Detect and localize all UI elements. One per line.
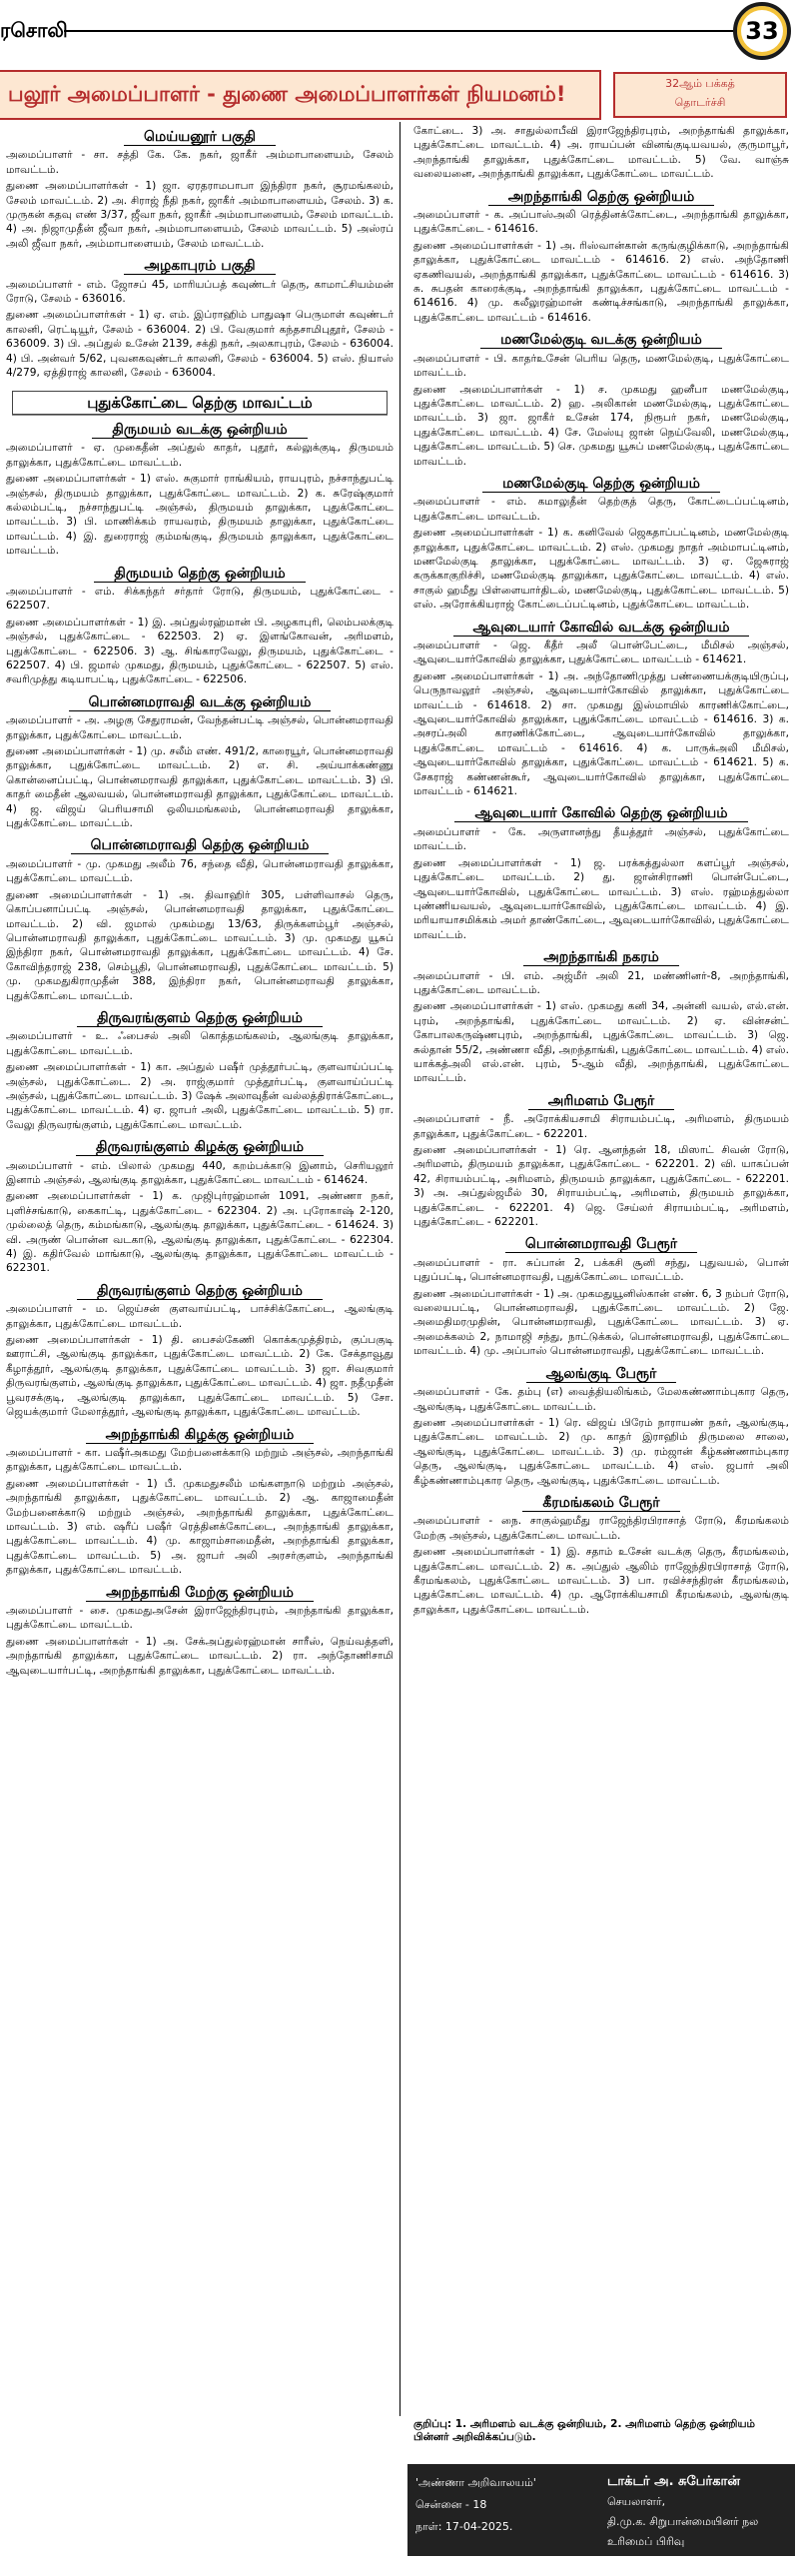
paragraph: அமைப்பாளர் - ஏ. முகைதீன் அப்துல் காதர், புதூர், கல்லுக்குடி, திருமயம் தாலுக்கா, புதுக்கோட்டை மாவட்டம். <box>6 442 394 469</box>
section <box>407 477 795 613</box>
paragraph: துணை அமைப்பாளர்கள் - 1) ஏ. எம். இப்ராஹிம் பாதுஷா பெருமாள் கவுண்டர் காலனி, ரெட்டியூர், சேலம் - 636004. 2) பி. வேகுமார் கந்தசாமிபுதூர், சேலம் - 636009. 3) பி. அப்துல் உசேன் 2139, சக்தி நகர், அலகாபுரம், சேலம் - 636004. 4) பி. அன்வர் 5/62, புவனகவுண்டர் காலனி, சேலம் - 636004. 5) எஸ். நியாஸ் 4/279, ஏத்திராஜ் காலனி, சேலம் - 636004. <box>6 309 394 380</box>
continued-paragraph: கோட்டை. 3) அ. சாதுல்லாபீவி இராஜேந்திரபுரம், அறந்தாங்கி தாலுக்கா, புதுக்கோட்டை மாவட்டம். 4) அ. ராயப்பன் வினங்குடியவயல், குருமாபூர், அறந்தாங்கி தாலுக்கா, புதுக்கோட்டை மாவட்டம். 5) வே. வாஞ்சு வலையனை, அறந்தாங்கி தாலுக்கா, புதுக்கோட்டை மாவட்டம். <box>413 125 789 181</box>
paragraph: துணை அமைப்பாளர்கள் - 1) இ. அப்துல்ரஹ்மான் பி. அழகாபுரி, லெம்பலக்குடி அஞ்சல், புதுக்கோட்டை - 622503. 2) ஏ. இளங்கோவன், அரிமளம், புதுக்கோட்டை - 622506. 3) ஆ. சிங்காரவேலு, திருமயம், புதுக்கோட்டை - 622507. 4) பி. ஜமால் முகமது, திருமயம், புதுக்கோட்டை - 622507. 5) எஸ். சவரிமுத்து கடியாபட்டி, புதுக்கோட்டை - 622506. <box>6 616 394 686</box>
paragraph: துணை அமைப்பாளர்கள் - 1) பீ. முகமதுசலீம் மங்களநாடு மற்றும் அஞ்சல், அறந்தாங்கி தாலுக்கா, புதுக்கோட்டை மாவட்டம். 2) ஆ. காஜாமைதீன் மேற்பனைக்காடு மற்றும் அஞ்சல், அறந்தாங்கி தாலுக்கா, புதுக்கோட்டை மாவட்டம். 3) எம். ஷரீப் பஷீர் ரெத்தினக்கோட்டை, அறந்தாங்கி தாலுக்கா, புதுக்கோட்டை மாவட்டம். 4) மு. காஜாம்சாமைதீன், அறந்தாங்கி தாலுக்கா, புதுக்கோட்டை மாவட்டம். 5) அ. ஜாபர் அலி அரசர்குளம், அறந்தாங்கி தாலுக்கா, புதுக்கோட்டை மாவட்டம். <box>6 1477 394 1577</box>
section <box>0 1428 400 1578</box>
paragraph: துணை அமைப்பாளர்கள் - 1) தி. பைசல்கேணி கொக்கமுத்திரம், குப்பகுடி ஊராட்சி, ஆலங்குடி தாலுக்கா, புதுக்கோட்டை மாவட்டம். 2) கே. சேக்தாவூது கீழாத்தூர், ஆலங்குடி தாலுக்கா, புதுக்கோட்டை மாவட்டம். 3) ஜா. சிவகுமார் திருவரங்குளம், ஆலங்குடி தாலுக்கா, புதுக்கோட்டை மாவட்டம். 4) ஜா. நதீமுதீன் பூவரசக்குடி, ஆலங்குடி தாலுக்கா, புதுக்கோட்டை மாவட்டம். 5) சோ. ஜெயக்குமார் மேலாத்தூர், ஆலங்குடி தாலுக்கா, புதுக்கோட்டை மாவட்டம். <box>6 1334 394 1419</box>
paragraph: அமைப்பாளர் - சை. முகமதுஅசேன் இராஜேந்திரபுரம், அறந்தாங்கி தாலுக்கா, புதுக்கோட்டை மாவட்டம். <box>6 1604 394 1632</box>
section <box>0 259 400 380</box>
paragraph: துணை அமைப்பாளர்கள் - 1) க. கனிவேல் ஜெகதாப்பட்டினம், மணமேல்குடி தாலுக்கா, புதுக்கோட்டை மாவட்டம். 2) எஸ். முகமது நாதர் அம்மாபட்டினம், மணமேல்குடி தாலுக்கா, புதுக்கோட்டை மாவட்டம். 3) ஏ. ஜேசுராஜ் கருக்காகுறிச்சி, மணமேல்குடி தாலுக்கா, புதுக்கோட்டை மாவட்டம். 4) எஸ். சாகுல் ஹமீது பிள்ளையார்திடல், மணமேல்குடி, புதுக்கோட்டை மாவட்டம். 5) எஸ். அரோக்கியராஜ் கோட்டைப்பட்டினம், புதுக்கோட்டை மாவட்டம். <box>413 527 789 612</box>
signature-box <box>407 2464 795 2556</box>
paragraph: அமைப்பாளர் - கா. பஷீர்அகமது மேற்பனைக்காடு மற்றும் அஞ்சல், அறந்தாங்கி தாலுக்கா, புதுக்கோட்டை மாவட்டம். <box>6 1446 394 1474</box>
paragraph: அமைப்பாளர் - மு. முகமது அலீம் 76, சந்தை வீதி, பொன்னமராவதி தாலுக்கா, புதுக்கோட்டை மாவட்டம். <box>6 857 394 885</box>
paragraph: அமைப்பாளர் - ம. ஜெய்சன் குளவாய்பட்டி, பாச்சிக்கோட்டை, ஆலங்குடி தாலுக்கா, புதுக்கோட்டை மாவட்டம். <box>6 1303 394 1330</box>
paragraph: அமைப்பாளர் - எம். ஜோசப் 45, மாரியப்பத் கவுண்டர் தெரு, காமாட்சியம்மன் ரோடு, சேலம் - 636016. <box>6 278 394 306</box>
signatory-role: செயலாளர், <box>607 2495 666 2508</box>
section <box>0 695 400 831</box>
sign-left <box>415 2472 536 2538</box>
section-title: அறந்தாங்கி மேற்கு ஒன்றியம் <box>86 1585 314 1602</box>
section <box>0 1284 400 1420</box>
paragraph: துணை அமைப்பாளர்கள் - 1) எஸ். முகமது கனி 34, அன்னி வயல், எல்.என். புரம், அறந்தாங்கி, புதுக்கோட்டை மாவட்டம். 2) ஏ. வின்சன்ட் கோபாலகருஷ்ணபுரம், அறந்தாங்கி, புதுக்கோட்டை மாவட்டம். 3) ஜெ. சுல்தான் 55/2, அண்ணா வீதி, அறந்தாங்கி, புதுக்கோட்டை மாவட்டம். 4) எஸ். யாக்கத்அலி எல்.என். புரம், 5-ஆம் வீதி, அறந்தாங்கி, புதுக்கோட்டை மாவட்டம். <box>413 1000 789 1085</box>
section-title: அறந்தாங்கி தெற்கு ஒன்றியம் <box>488 189 715 206</box>
paragraph: துணை அமைப்பாளர்கள் - 1) ரெ. விஜய் பிரேம் நாராயண் நகர், ஆலங்குடி, புதுக்கோட்டை மாவட்டம். 2) மு. காதர் இராஹிம் திருமலை சாலை, ஆலங்குடி, புதுக்கோட்டை மாவட்டம். 3) மு. ரம்ஜான் கீழ்கண்ணாம்புகார தெரு, ஆலங்குடி, புதுக்கோட்டை மாவட்டம். 4) எஸ். ஜபார் அலி கீழ்கண்ணாம்புகார தெரு, ஆலங்குடி, புதுக்கோட்டை மாவட்டம். <box>413 1416 789 1487</box>
section <box>0 130 400 251</box>
paragraph: அமைப்பாளர் - கே. அருளானந்து தீயத்தூர் அஞ்சல், புதுக்கோட்டை மாவட்டம். <box>413 825 789 853</box>
paragraph: அமைப்பாளர் - எம். சிக்கந்தர் சர்தார் ரோடு, திருமயம், புதுக்கோட்டை - 622507. <box>6 585 394 613</box>
paragraph: துணை அமைப்பாளர்கள் - 1) மு. சலீம் எண். 491/2, காரையூர், பொன்னமராவதி தாலுக்கா, புதுக்கோட்டை மாவட்டம். 2) எ. சி. அய்யாக்கண்ணு கொன்னைப்பட்டி, பொன்னமராவதி தாலுக்கா, புதுக்கோட்டை மாவட்டம். 3) பி. காதர் மைதீன் ஆலவயல், பொன்னமராவதி தாலுக்கா, புதுக்கோட்டை மாவட்டம். 4) ஜ. விஜய் பெரியசாமி ஒலியமங்கலம், பொன்னமராவதி தாலுக்கா, புதுக்கோட்டை மாவட்டம். <box>6 745 394 830</box>
header-rule <box>64 30 735 32</box>
section <box>0 838 400 1002</box>
paragraph: அமைப்பாளர் - பி. எம். அஜ்மீர் அலி 21, மண்ணினர்-8, அறந்தாங்கி, புதுக்கோட்டை மாவட்டம். <box>413 969 789 996</box>
continued-line1: 32ஆம் பக்கத் <box>665 77 735 90</box>
section-title: திருவரங்குளம் தெற்கு ஒன்றியம் <box>77 1010 323 1027</box>
section-title: ஆவுடையார் கோவில் வடக்கு ஒன்றியம் <box>453 620 750 637</box>
section-title: திருமயம் தெற்கு ஒன்றியம் <box>94 566 305 583</box>
section <box>407 621 795 799</box>
section <box>407 1367 795 1488</box>
paragraph: அமைப்பாளர் - நை. சாகுல்ஹமீது ராஜேந்திரபிராசாத் ரோடு, கீரமங்கலம் மேற்கு அஞ்சல், புதுக்கோட்டை மாவட்டம். <box>413 1515 789 1542</box>
section-title: பொன்னமராவதி வடக்கு ஒன்றியம் <box>69 694 332 711</box>
paragraph: துணை அமைப்பாளர்கள் - 1) அ. ரிஸ்வான்கான் கருங்குழிக்காடு, அறந்தாங்கி தாலுக்கா, புதுக்கோட்டை மாவட்டம் - 614616. 2) எஸ். அந்தோணி ஏகணிவயல், அறந்தாங்கி தாலுக்கா, புதுக்கோட்டை மாவட்டம் - 614616. 3) சு. சுபதன் காரைக்குடி, அறந்தாங்கி தாலுக்கா, புதுக்கோட்டை மாவட்டம் - 614616. 4) மு. கலீலுரஹ்மான் கண்டிச்சங்காடு, அறந்தாங்கி தாலுக்கா, புதுக்கோட்டை மாவட்டம் - 614616. <box>413 239 789 324</box>
paragraph: துணை அமைப்பாளர்கள் - 1) எஸ். சுகுமார் ராங்கியம், ராயபுரம், நச்சாந்துபட்டி அஞ்சல், திருமயம் தாலுக்கா, புதுக்கோட்டை மாவட்டம். 2) க. சுரேஷ்குமார் கல்லம்பட்டி, நச்சாந்துபட்டி அஞ்சல், திருமயம் தாலுக்கா, புதுக்கோட்டை மாவட்டம். 3) பி. மாணிக்கம் ராயவரம், திருமயம் தாலுக்கா, புதுக்கோட்டை மாவட்டம். 4) இ. துரைராஜ் கும்மங்குடி, திருமயம் தாலுக்கா, புதுக்கோட்டை மாவட்டம். <box>6 473 394 558</box>
section <box>0 567 400 687</box>
section-title: மணமேல்குடி வடக்கு ஒன்றியம் <box>480 332 722 349</box>
section <box>407 806 795 942</box>
section <box>407 1094 795 1230</box>
paragraph: துணை அமைப்பாளர்கள் - 1) அ. சேக்அப்துல்ரஹ்மான் சாரீஸ், நெய்வத்தளி, அறந்தாங்கி தாலுக்கா, புதுக்கோட்டை மாவட்டம். 2) ரா. அந்தோணிசாமி ஆவுடையார்பட்டி, அறந்தாங்கி தாலுக்கா, புதுக்கோட்டை மாவட்டம். <box>6 1635 394 1677</box>
section <box>407 1496 795 1617</box>
paragraph: அமைப்பாளர் - எம். பிலால் முகமது 440, கறம்பக்காடு இனாம், செரியலூர் இனாம் அஞ்சல், ஆலங்குடி தாலுக்கா, புதுக்கோட்டை மாவட்டம் - 614624. <box>6 1159 394 1186</box>
section-title: கீரமங்கலம் பேரூர் <box>522 1495 679 1512</box>
section <box>407 333 795 469</box>
section-title: அழகாபுரம் பகுதி <box>124 258 275 275</box>
signatory-name: டாக்டர் அ. சுபேர்கான் <box>607 2474 740 2489</box>
section-title: அறந்தாங்கி நகரம் <box>523 949 679 966</box>
sign-right <box>607 2472 795 2552</box>
city: சென்னை - 18 <box>415 2498 487 2511</box>
paragraph: அமைப்பாளர் - நீ. அரோக்கியசாமி சிராயம்பட்டி, அரிமளம், திருமயம் தாலுக்கா, புதுக்கோட்டை - 622201. <box>413 1113 789 1140</box>
paragraph: அமைப்பாளர் - ஜெ. கீதீர் அலீ பொன்பேட்டை, மீமிசல் அஞ்சல், ஆவுடையார்கோவில் தாலுக்கா, புதுக்கோட்டை மாவட்டம் - 614621. <box>413 640 789 666</box>
section-title: அறந்தாங்கி கிழக்கு ஒன்றியம் <box>86 1427 315 1444</box>
section <box>0 423 400 559</box>
left-column <box>0 122 400 2416</box>
page-number: 33 <box>733 2 791 60</box>
paragraph: அமைப்பாளர் - பி. காதர்உசேன் பெரிய தெரு, மணமேல்குடி, புதுக்கோட்டை மாவட்டம். <box>413 352 789 380</box>
paragraph: அமைப்பாளர் - உ. ஃபைசல் அலி கொத்தமங்கலம், ஆலங்குடி தாலுக்கா, புதுக்கோட்டை மாவட்டம். <box>6 1030 394 1057</box>
paragraph: துணை அமைப்பாளர்கள் - 1) அ. முகமதுயூனிஸ்கான் எண். 6, 3 நம்பர் ரோடு, வலையபட்டி, பொன்னமராவதி, புதுக்கோட்டை மாவட்டம். 2) ஜே. அமைதிமரமுதின், பொன்னமராவதி, புதுக்கோட்டை மாவட்டம். 3) ஏ. அமைக்கலம் 2, நாமாஜி சந்து, நாட்டுக்கல், பொன்னமராவதி, புதுக்கோட்டை மாவட்டம். 4) மு. அப்பாஸ் பொன்னமராவதி, புதுக்கோட்டை மாவட்டம். <box>413 1287 789 1358</box>
office-name: 'அண்ணா அறிவாலயம்' <box>415 2476 536 2489</box>
section <box>0 1011 400 1132</box>
paragraph: துணை அமைப்பாளர்கள் - 1) ரெ. ஆனந்தன் 18, மிஸாட் சிவன் ரோடு, அரிமளம், திருமயம் தாலுக்கா, புதுக்கோட்டை - 622201. 2) வி. யாகப்பன் 42, சிராயம்பட்டி, அரிமளம், திருமயம் தாலுக்கா, புதுக்கோட்டை - 622201. 3) அ. அப்துல்ஜமீல் 30, சிராயம்பட்டி, அரிமளம், திருமயம் தாலுக்கா, புதுக்கோட்டை - 622201. 4) ஜெ. சேய்லர் சிராயம்பட்டி, அரிமளம், புதுக்கோட்டை - 622201. <box>413 1144 789 1229</box>
headline-banner <box>0 70 601 120</box>
section <box>407 190 795 326</box>
date: நாள்: 17-04-2025. <box>415 2520 513 2533</box>
section-title: திருவரங்குளம் தெற்கு ஒன்றியம் <box>77 1283 323 1300</box>
section <box>407 950 795 1086</box>
section-title: திருமயம் வடக்கு ஒன்றியம் <box>92 422 307 439</box>
paragraph: துணை அமைப்பாளர்கள் - 1) ஜ. பரக்கத்துல்லா களப்பூர் அஞ்சல், புதுக்கோட்டை மாவட்டம். 2) து. ஜான்சிராணி பொன்பேட்டை, ஆவுடையார்கோவில், புதுக்கோட்டை மாவட்டம். 3) எஸ். ரஹ்மத்துல்லா புண்ணியவயல், ஆவுடையார்கோவில், புதுக்கோட்டை மாவட்டம். 4) இ. மரியாயாசமிக்கம் அமர் தாண்கோட்டை, ஆவுடையார்கோவில், புதுக்கோட்டை மாவட்டம். <box>413 856 789 941</box>
headline: பலூர் அமைப்பாளர் - துணை அமைப்பாளர்கள் நியமனம்! <box>8 81 566 106</box>
footer <box>407 2416 795 2566</box>
section-title: ஆவுடையார் கோவில் தெற்கு ஒன்றியம் <box>454 805 747 822</box>
paragraph: அமைப்பாளர் - சா. சத்தி கே. கே. நகர், ஜாகீர் அம்மாபாளையம், சேலம் மாவட்டம். <box>6 149 394 176</box>
section <box>0 1586 400 1678</box>
district-title: புதுக்கோட்டை தெற்கு மாவட்டம் <box>12 391 388 415</box>
paragraph: அமைப்பாளர் - அ. அழகு சேதுராமன், வேந்தன்பட்டி அஞ்சல், பொன்னமராவதி தாலுக்கா, புதுக்கோட்டை மாவட்டம். <box>6 714 394 741</box>
right-column <box>407 122 795 2416</box>
section-title: திருவரங்குளம் கிழக்கு ஒன்றியம் <box>76 1139 324 1156</box>
paragraph: அமைப்பாளர் - எம். கமாலுதீன் தெற்குத் தெரு, கோட்டைப்பட்டினம், புதுக்கோட்டை மாவட்டம். <box>413 496 789 523</box>
section-title: ஆலங்குடி பேரூர் <box>526 1366 677 1383</box>
signatory-org: தி.மு.க. சிறுபான்மையினர் நல உரிமைப் பிரிவு <box>607 2515 759 2548</box>
continued-line2: தொடர்ச்சி <box>674 96 726 109</box>
footnote: குறிப்பு: 1. அரிமளம் வடக்கு ஒன்றியம், 2. அரிமளம் தெற்கு ஒன்றியம் பின்னர் அறிவிக்கப்படும். <box>413 2418 755 2443</box>
paragraph: அமைப்பாளர் - ரா. சுப்பான் 2, பக்கசி சூனி சந்து, புதுவயல், பொன் புதுப்பட்டி, பொன்னமராவதி, புதுக்கோட்டை மாவட்டம். <box>413 1256 789 1284</box>
section-title: மணமேல்குடி தெற்கு ஒன்றியம் <box>482 476 720 493</box>
paragraph: துணை அமைப்பாளர்கள் - 1) அ. அந்தோணிமுத்து பண்ணையக்குடியிருப்பு, பெருநாவலூர் அஞ்சல், ஆவுடையார்கோவில் தாலுக்கா, புதுக்கோட்டை மாவட்டம் - 614618. 2) சா. முகமது இஸ்மாயில் காரணிக்கோட்டை, ஆவுடையார்கோவில் தாலுக்கா, புதுக்கோட்டை மாவட்டம் - 614616. 3) க. அசரப்அலி காரணிக்கோட்டை, ஆவுடையார்கோவில் தாலுக்கா, புதுக்கோட்டை மாவட்டம் - 614616. 4) க. பாருக்அலி மீமிசல், ஆவுடையார்கோவில் தாலுக்கா, புதுக்கோட்டை மாவட்டம் - 614621. 5) க. சேகராஜ் கண்ணன்கூர், ஆவுடையார்கோவில் தாலுக்கா, புதுக்கோட்டை மாவட்டம் - 614621. <box>413 669 789 798</box>
section <box>0 1140 400 1276</box>
paragraph: துணை அமைப்பாளர்கள் - 1) அ. திவாஹிர் 305, பள்ளிவாசல் தெரு, கொப்பனாப்பட்டி அஞ்சல், பொன்னமராவதி தாலுக்கா, புதுக்கோட்டை மாவட்டம். 2) வி. ஜமால் முகம்மது 13/63, திருக்களம்பூர் அஞ்சல், பொன்னமராவதி தாலுக்கா, புதுக்கோட்டை மாவட்டம். 3) மு. முகமது யூசுப் இந்திரா நகர், பொன்னமராவதி தாலுக்கா, புதுக்கோட்டை மாவட்டம். 4) சே. கோவிந்தராஜ் 238, செம்பூதி, பொன்னமராவதி, புதுக்கோட்டை மாவட்டம். 5) மு. முகமதுகிராமுதீன் 388, இந்திரா நகர், பொன்னமராவதி தாலுக்கா, புதுக்கோட்டை மாவட்டம். <box>6 888 394 1002</box>
masthead: ரசொலி <box>0 18 68 42</box>
section-title: பொன்னமராவதி பேரூர் <box>505 1236 697 1253</box>
paragraph: அமைப்பாளர் - க. அப்பாஸ்அலி ரெத்தினக்கோட்டை, அறந்தாங்கி தாலுக்கா, புதுக்கோட்டை - 614616. <box>413 209 789 236</box>
continued-note <box>613 72 787 118</box>
section-title: மெய்யனூர் பகுதி <box>124 129 276 146</box>
paragraph: துணை அமைப்பாளர்கள் - 1) கா. அப்துல் பஷீர் முத்தூர்பட்டி, குளவாய்ப்பட்டி அஞ்சல், புதுக்கோட்டை. 2) அ. ராஜ்குமார் முத்தூர்பட்டி, குளவாய்ப்பட்டி அஞ்சல், புதுக்கோட்டை மாவட்டம். 3) ஷேக் அலாவுதீன் வல்லத்திராக்கோட்டை, புதுக்கோட்டை மாவட்டம். 4) ஏ. ஜாபர் அலி, புதுக்கோட்டை மாவட்டம். 5) ரா. வேலு திருவரங்குளம், புதுக்கோட்டை மாவட்டம். <box>6 1061 394 1131</box>
paragraph: துணை அமைப்பாளர்கள் - 1) ஜா. ஏரதராமபாபா இந்திரா நகர், சூரமங்கலம், சேலம் மாவட்டம். 2) அ. சிராஜ் நீதி நகர், ஜாகீர் அம்மாபாளையம், சேலம். 3) க. முருகன் கதவு எண் 3/37, ஜீவா நகர், ஜாகீர் அம்மாபாளையம், சேலம் மாவட்டம். 4) அ. நிஜாமுதீன் ஜீவா நகர், அம்மாபாளையம், சேலம் மாவட்டம். 5) அஸ்ரப் அலி ஜீவா நகர், அம்மாபாளையம், சேலம் மாவட்டம். <box>6 180 394 250</box>
paragraph: துணை அமைப்பாளர்கள் - 1) இ. சதாம் உசேன் வடக்கு தெரு, கீரமங்கலம், புதுக்கோட்டை மாவட்டம். 2) க. அப்துல் ஆலிம் ராஜேந்திரபிராசாத் ரோடு, கீரமங்கலம், புதுக்கோட்டை மாவட்டம். 3) பா. ரவிச்சந்திரன் கீரமங்கலம், புதுக்கோட்டை மாவட்டம். 4) மு. ஆரோக்கியசாமி கீரமங்கலம், ஆலங்குடி தாலுக்கா, புதுக்கோட்டை மாவட்டம். <box>413 1546 789 1616</box>
paragraph: அமைப்பாளர் - கே. தம்பு (எ) வைத்தியலிங்கம், மேலகண்ணாம்புகார தெரு, ஆலங்குடி, புதுக்கோட்டை மாவட்டம். <box>413 1386 789 1413</box>
section <box>407 1237 795 1358</box>
section-title: பொன்னமராவதி தெற்கு ஒன்றியம் <box>71 837 330 854</box>
section-title: அரிமளம் பேரூர் <box>528 1093 674 1110</box>
paragraph: துணை அமைப்பாளர்கள் - 1) க. முஜிபுர்ரஹ்மான் 1091, அண்ணா நகர், புளிச்சங்காடு, கைகாட்டி, புதுக்கோட்டை - 622304. 2) அ. புரோகாஷ் 2-120, முல்லைத் தெரு, கம்மங்காடு, ஆலங்குடி தாலுக்கா, புதுக்கோட்டை - 614624. 3) வி. அருண் பொன்ன வடகாடு, ஆலங்குடி தாலுக்கா, புதுக்கோட்டை - 622304. 4) இ. கதிர்வேல் மாங்காடு, ஆலங்குடி தாலுக்கா, புதுக்கோட்டை மாவட்டம் - 622301. <box>6 1190 394 1275</box>
paragraph: துணை அமைப்பாளர்கள் - 1) ச. முகமது ஹனீபா மணமேல்குடி, புதுக்கோட்டை மாவட்டம். 2) ஹ. அலிகான் மணமேல்குடி, புதுக்கோட்டை மாவட்டம். 3) ஜா. ஜாகீர் உசேன் 174, நிரூபர் நகர், மணமேல்குடி, புதுக்கோட்டை மாவட்டம். 4) சே. மேஸ்யு ஜான் நெய்வேலி, மணமேல்குடி, புதுக்கோட்டை மாவட்டம். 5) செ. முகமது யூசுப் மணமேல்குடி, புதுக்கோட்டை மாவட்டம். <box>413 383 789 468</box>
